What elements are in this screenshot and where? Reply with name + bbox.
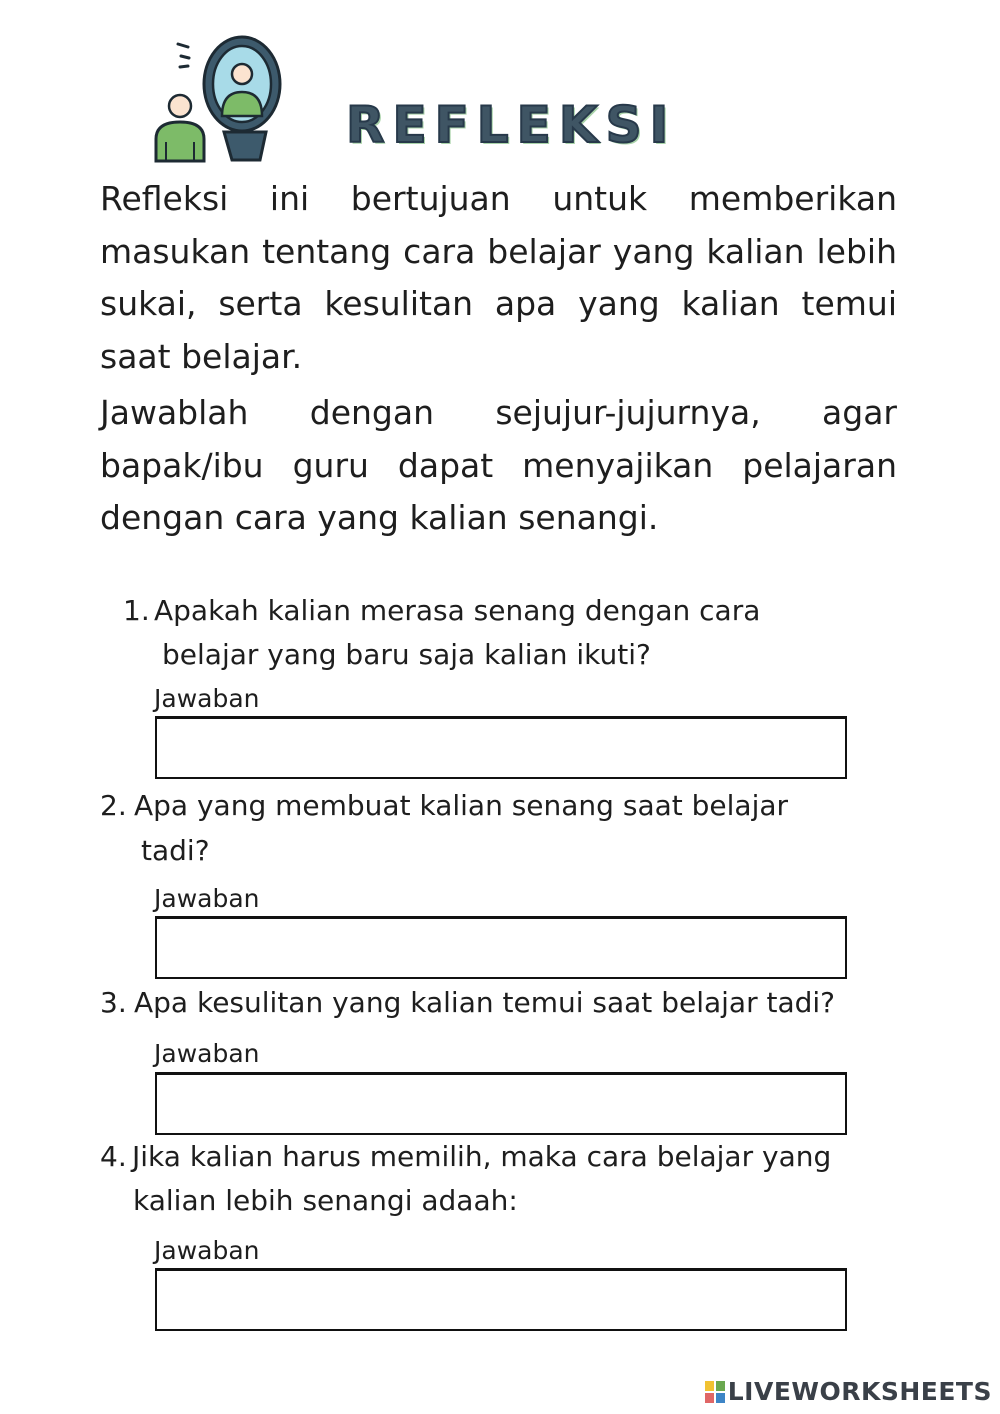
question-2-text: Apa yang membuat kalian senang saat belajar	[134, 789, 789, 822]
person-mirror-icon	[150, 34, 290, 166]
question-2-number: 2.	[100, 789, 127, 822]
answer-label-4: Jawaban	[154, 1236, 260, 1265]
question-3-text: Apa kesulitan yang kalian temui saat belajar tadi?	[134, 986, 836, 1019]
liveworksheets-logo-icon	[705, 1381, 725, 1403]
answer-input-2[interactable]	[155, 916, 847, 979]
question-4-number: 4.	[100, 1140, 127, 1173]
answer-input-4[interactable]	[155, 1268, 847, 1331]
answer-label-3: Jawaban	[154, 1039, 260, 1068]
answer-input-1[interactable]	[155, 716, 847, 779]
answer-label-2: Jawaban	[154, 884, 260, 913]
answer-input-3[interactable]	[155, 1072, 847, 1135]
question-4-text: Jika kalian harus memilih, maka cara belajar yang	[132, 1140, 832, 1173]
question-1-text-cont: belajar yang baru saja kalian ikuti?	[162, 638, 651, 671]
liveworksheets-brand	[705, 1377, 992, 1406]
footer-brand-text: LIVEWORKSHEETS	[727, 1377, 992, 1406]
question-2-text-cont: tadi?	[141, 834, 210, 867]
intro-paragraph-2: Jawablah dengan sejujur-jujurnya, agar bapak/ibu guru dapat menyajikan pelajaran dengan cara yang kalian senangi.	[100, 393, 897, 537]
intro-paragraph-1: Refleksi ini bertujuan untuk memberikan masukan tentang cara belajar yang kalian lebih sukai, serta kesulitan apa yang kalian temui saat belajar.	[100, 179, 897, 376]
page-title: REFLEKSI	[346, 96, 677, 154]
answer-label-1: Jawaban	[154, 684, 260, 713]
question-1-text: Apakah kalian merasa senang dengan cara	[154, 594, 761, 627]
question-3-number: 3.	[100, 986, 127, 1019]
question-1-number: 1.	[123, 594, 150, 627]
question-4-text-cont: kalian lebih senangi adaah:	[133, 1184, 518, 1217]
